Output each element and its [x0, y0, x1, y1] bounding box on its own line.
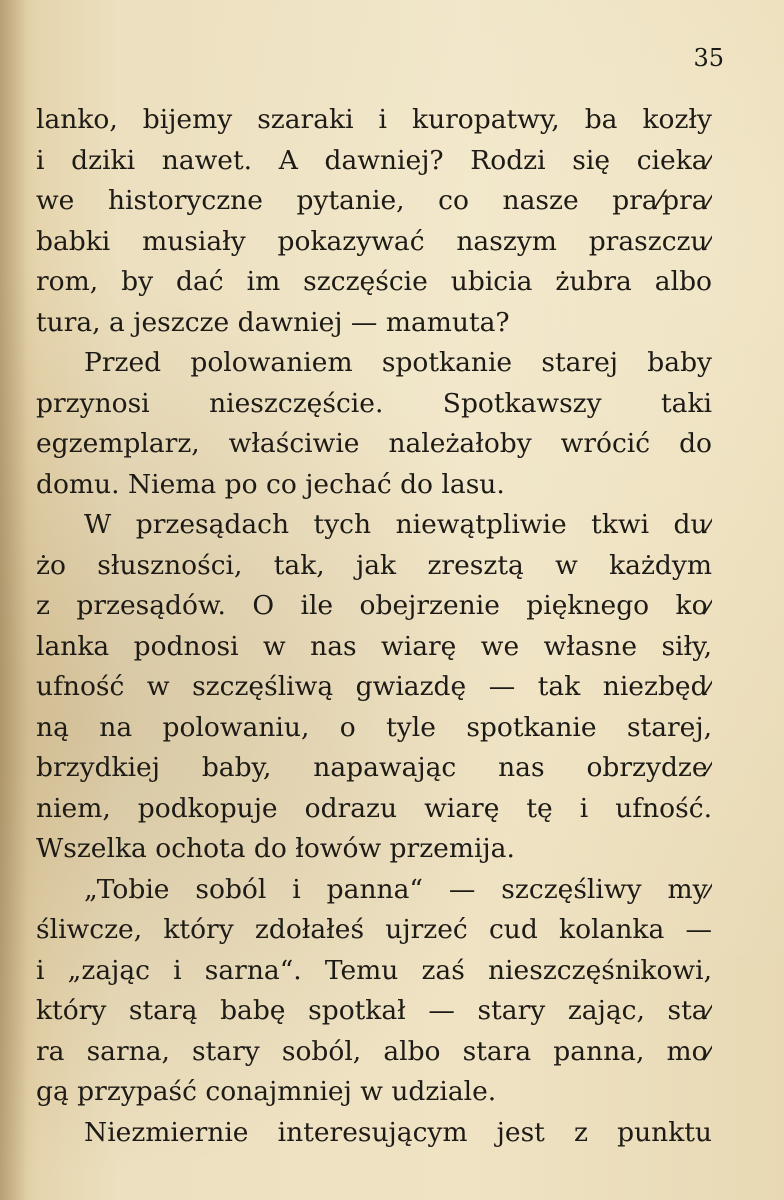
text-line: przynosi nieszczęście. Spotkawszy taki: [36, 387, 712, 419]
text-line: rom, by dać im szczęście ubicia żubra albo: [36, 266, 712, 297]
paragraph-3: [36, 505, 712, 870]
text-line: śliwcze, który zdołałeś ujrzeć cud kolanka —: [36, 914, 712, 945]
text-line: niem, podkopuje odrazu wiarę tę i ufność.: [36, 792, 712, 824]
text-line: ną na polowaniu, o tyle spotkanie starej,: [36, 711, 712, 743]
text-line: brzydkiej baby, napawając nas obrzydze⁄: [36, 752, 712, 783]
text-line: i „zając i sarna“. Temu zaś nieszczęśnikowi,: [36, 954, 712, 986]
text-line: babki musiały pokazywać naszym praszczu⁄: [36, 225, 712, 257]
text-line: lanka podnosi w nas wiarę we własne siły,: [36, 630, 712, 662]
text-line: W przesądach tych niewątpliwie tkwi du⁄: [84, 509, 712, 540]
text-line: Przed polowaniem spotkanie starej baby: [84, 347, 712, 378]
text-line: tura, a jeszcze dawniej — mamuta?: [36, 306, 510, 338]
text-line: z przesądów. O ile obejrzenie pięknego ko⁄: [36, 590, 712, 621]
paragraph-2: [36, 343, 712, 505]
text-line: który starą babę spotkał — stary zając, sta⁄: [36, 995, 712, 1026]
text-line: gą przypaść conajmniej w udziale.: [36, 1076, 497, 1107]
text-line: egzemplarz, właściwie należałoby wrócić do: [36, 428, 712, 459]
text-line: Niezmiernie interesującym jest z punktu: [84, 1116, 712, 1148]
text-line: ra sarna, stary soból, albo stara panna, mo⁄: [36, 1035, 712, 1067]
binding-shadow: [0, 0, 28, 1200]
text-line: ufność w szczęśliwą gwiazdę — tak niezbęd⁄: [36, 671, 712, 702]
paragraph-4: [36, 870, 712, 1113]
paragraph-1: [36, 100, 712, 343]
page-number: 35: [693, 44, 724, 72]
body-text: [36, 100, 712, 1153]
text-line: we historyczne pytanie, co nasze pra⁄pra⁄: [36, 185, 712, 216]
text-line: domu. Niema po co jechać do lasu.: [36, 468, 505, 500]
paragraph-5: [36, 1113, 712, 1154]
text-line: „Tobie soból i panna“ — szczęśliwy my⁄: [84, 873, 712, 905]
text-line: lanko, bijemy szaraki i kuropatwy, ba kozły: [36, 104, 712, 135]
text-line: Wszelka ochota do łowów przemija.: [36, 833, 515, 864]
text-line: i dziki nawet. A dawniej? Rodzi się cieka⁄: [36, 144, 712, 176]
text-line: żo słuszności, tak, jak zresztą w każdym: [36, 549, 712, 581]
